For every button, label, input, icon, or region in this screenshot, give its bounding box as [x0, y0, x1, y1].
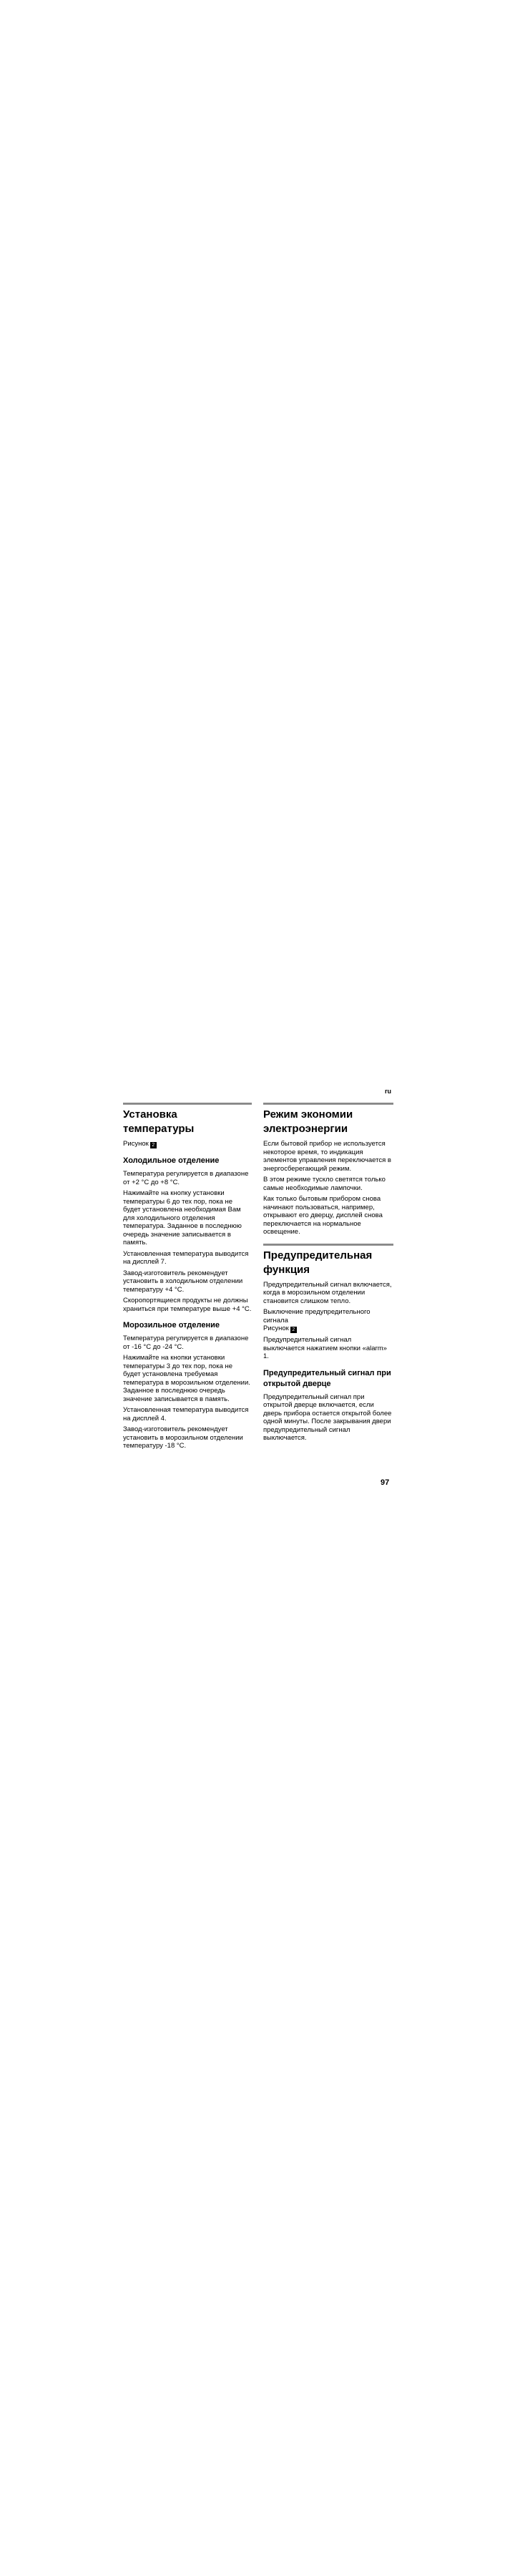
section-title-energy-saving: Режим экономии электроэнергии — [263, 1108, 353, 1135]
paragraph: Нажимайте на кнопки установки температуры 3 до тех пор, пока не будет установлена требуемая температура в морозильном отделении. Заданное в последнюю очередь значение записывается в память. — [123, 1354, 250, 1403]
paragraph: Температура регулируется в диапазоне от +2 °C до +8 °C. — [123, 1170, 249, 1186]
left-column — [123, 1103, 252, 1453]
right-column — [263, 1103, 393, 1445]
section-title-warning-function: Предупредительная функция — [263, 1249, 373, 1276]
paragraph: Завод-изготовитель рекомендует установить в морозильном отделении температуру -18 °C. — [123, 1425, 243, 1450]
paragraph: В этом режиме тускло светятся только самые необходимые лампочки. — [263, 1176, 386, 1192]
paragraph: Скоропортящиеся продукты не должны храниться при температуре выше +4 °C. — [123, 1297, 252, 1313]
paragraph: Завод-изготовитель рекомендует установить в холодильном отделении температуру +4 °C. — [123, 1269, 243, 1294]
paragraph: Если бытовой прибор не используется некоторое время, то индикация элементов управления переключается в энергосберегающий режим. — [263, 1140, 391, 1173]
subheading-door-open-warning: Предупредительный сигнал при открытой дверце — [263, 1368, 391, 1388]
switch-off-label: Выключение предупредительного сигнала — [263, 1308, 371, 1324]
paragraph: Установленная температура выводится на дисплей 4. — [123, 1406, 249, 1423]
page-number: 97 — [381, 1478, 390, 1487]
paragraph: Предупредительный сигнал включается, когда в морозильном отделении становится слишком тепло. — [263, 1280, 392, 1305]
figure-number-badge: 2 — [150, 1142, 157, 1148]
section-title-temperature: Установка температуры — [123, 1108, 195, 1135]
figure-label: Рисунок — [123, 1140, 149, 1148]
paragraph: Предупредительный сигнал при открытой дверце включается, если дверь прибора остается открытой более одной минуты. После закрывания двери предупредительный сигнал выключается. — [263, 1392, 392, 1442]
figure-label: Рисунок — [263, 1324, 289, 1332]
paragraph: Температура регулируется в диапазоне от -16 °C до -24 °C. — [123, 1335, 249, 1351]
language-marker: ru — [385, 1088, 391, 1095]
paragraph: Установленная температура выводится на дисплей 7. — [123, 1249, 249, 1266]
paragraph: Нажимайте на кнопку установки температуры 6 до тех пор, пока не будет установлена необходимая Вам для холодильного отделения температура. Заданное в последнюю очередь значение записывается в память. — [123, 1189, 242, 1246]
subheading-freezer-compartment: Морозильное отделение — [123, 1321, 220, 1330]
switch-off-block — [263, 1308, 393, 1333]
figure-reference — [123, 1140, 252, 1148]
section-divider-rule — [263, 1103, 393, 1105]
section-divider-rule — [263, 1244, 393, 1246]
paragraph: Как только бытовым прибором снова начинают пользоваться, например, открывают его дверцу, дисплей снова переключается на нормальное освещение. — [263, 1195, 383, 1236]
figure-number-badge: 2 — [290, 1327, 297, 1333]
paragraph: Предупредительный сигнал выключается нажатием кнопки «alarm» 1. — [263, 1336, 387, 1360]
section-divider-rule — [123, 1103, 252, 1105]
subheading-fridge-compartment: Холодильное отделение — [123, 1156, 220, 1165]
